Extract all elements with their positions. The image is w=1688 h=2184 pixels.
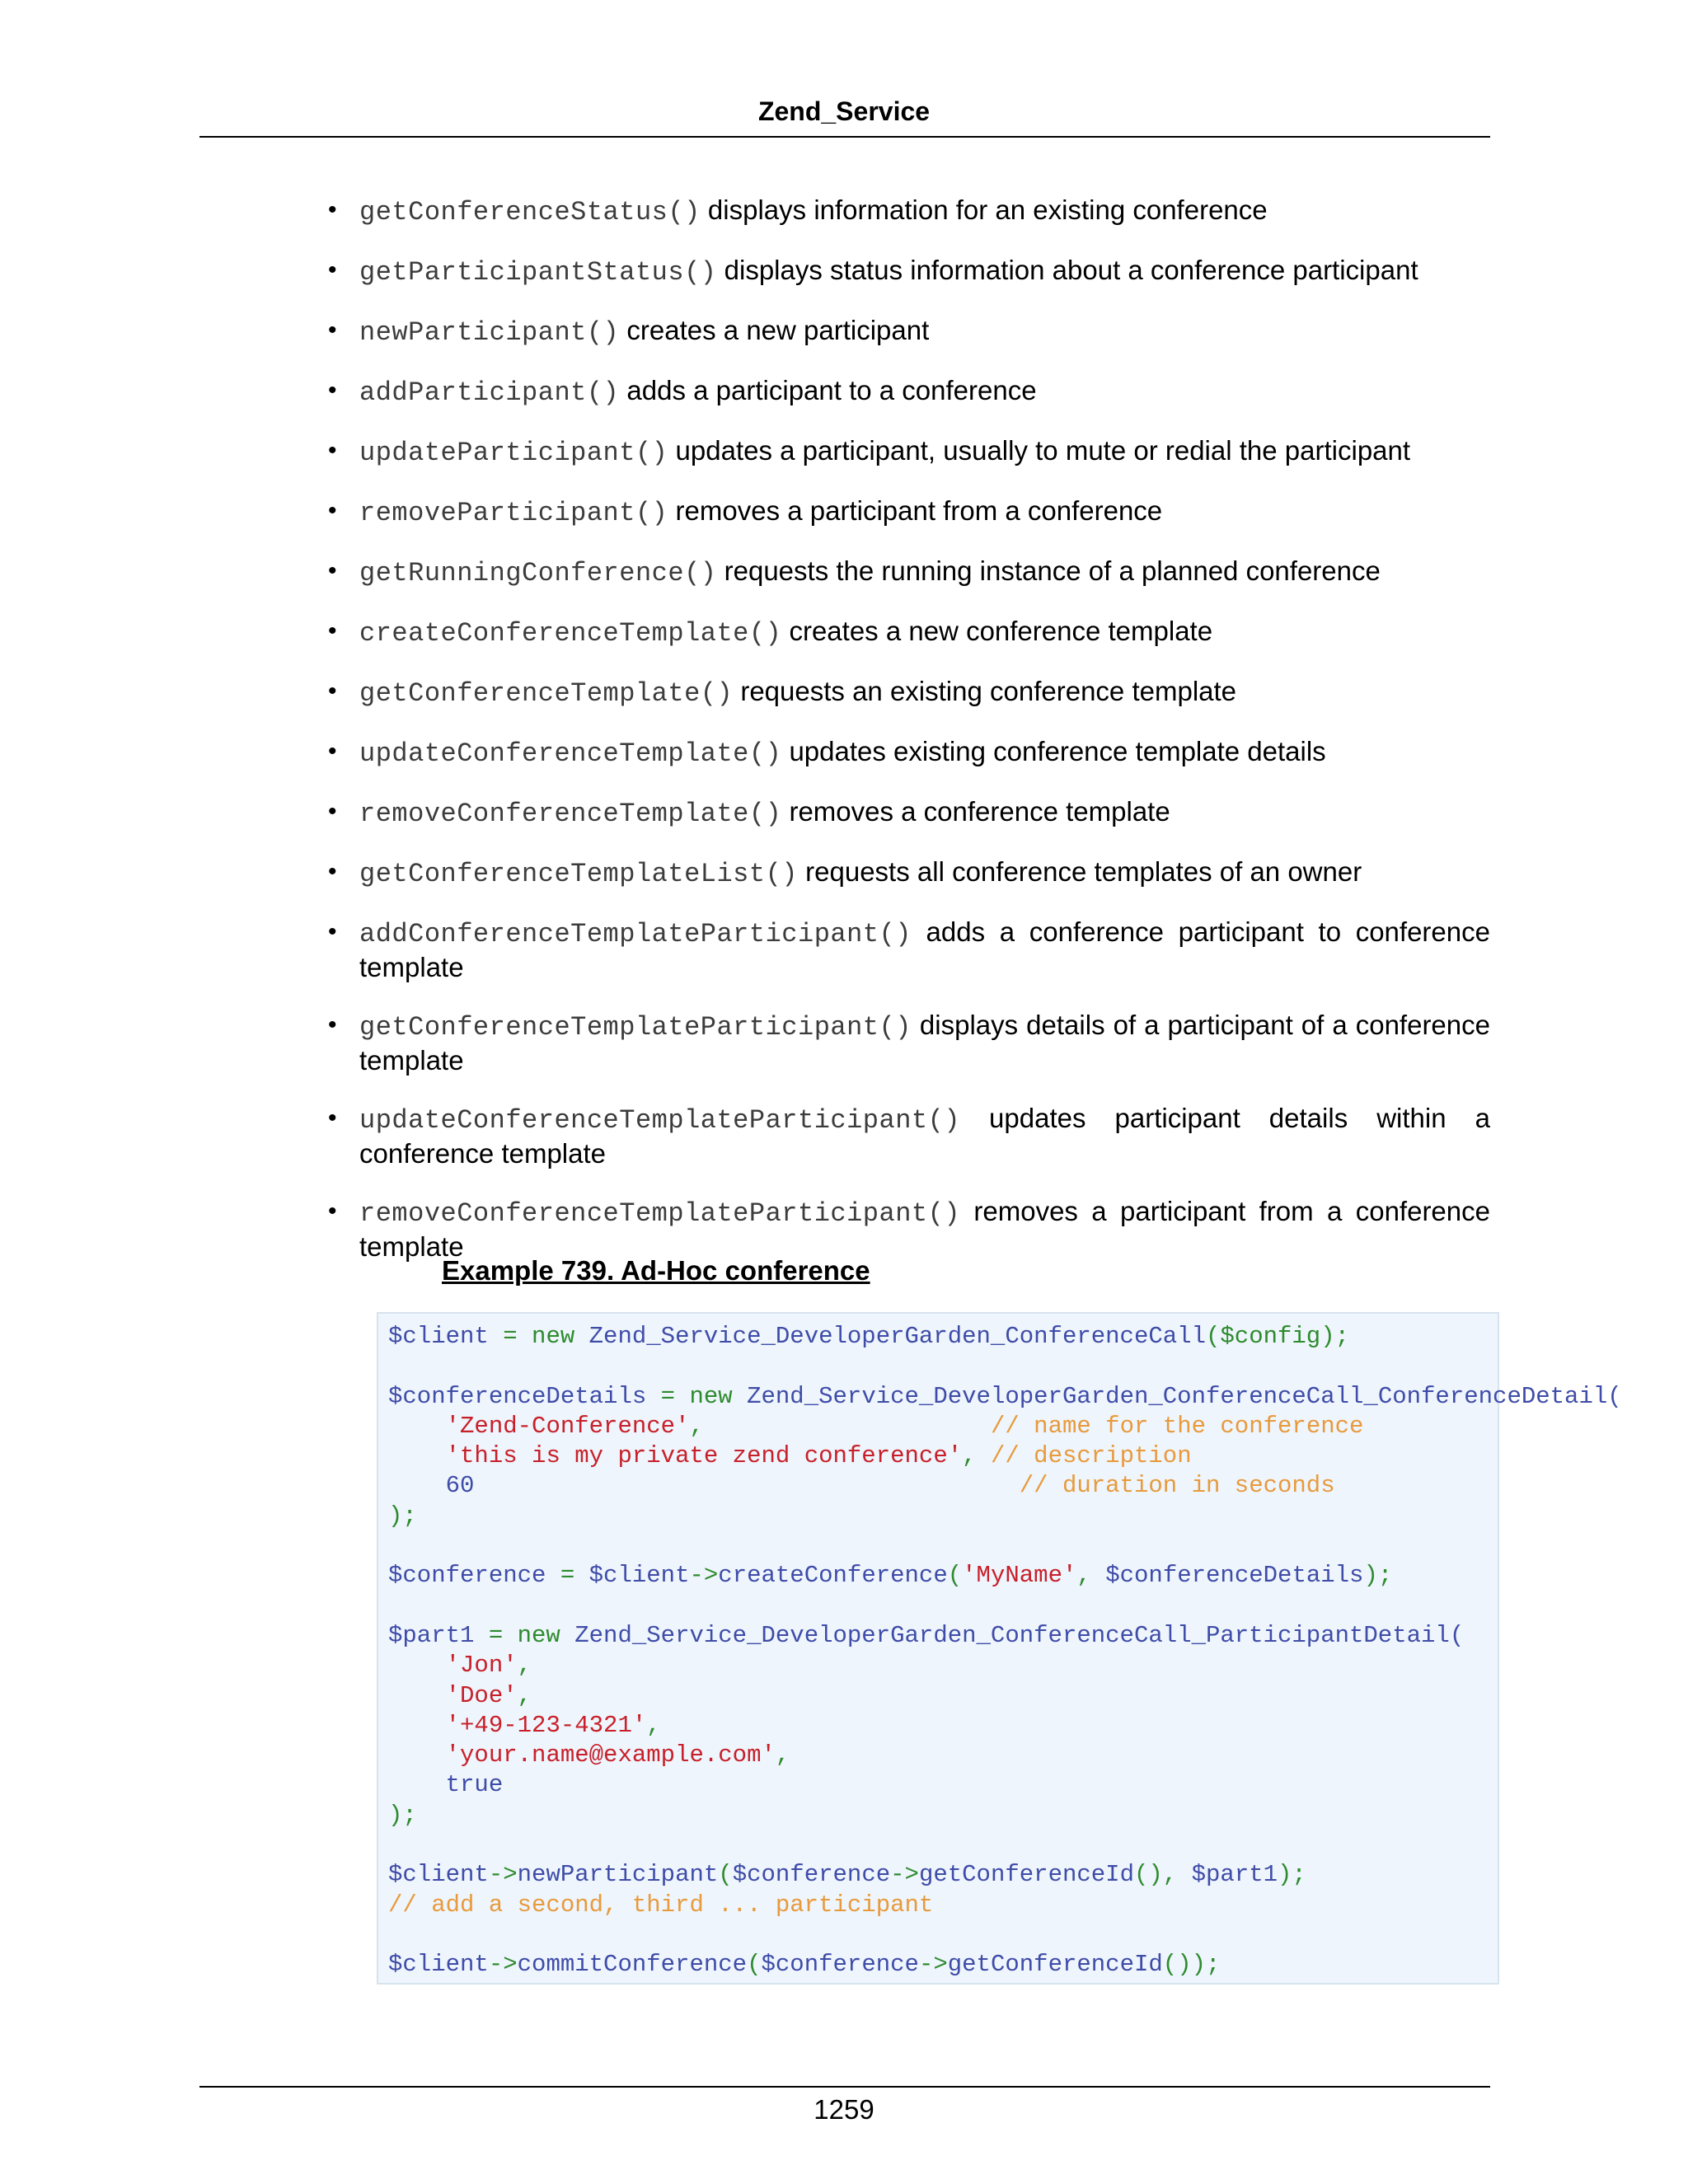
code-token: ->: [890, 1861, 919, 1889]
example-title: Example 739. Ad-Hoc conference: [442, 1255, 870, 1286]
code-token: ->: [918, 1951, 948, 1979]
code-token: $part1: [388, 1621, 475, 1649]
list-item: [328, 675, 1490, 710]
code-line: '+49-123-4321',: [445, 1711, 661, 1739]
code-block: [377, 1312, 1622, 1985]
method-name: createConferenceTemplate(): [359, 618, 782, 649]
list-item: [328, 314, 1490, 349]
method-description: displays information for an existing conference: [700, 194, 1268, 225]
code-line: [388, 1382, 1622, 1412]
method-description: adds a conference participant to conference template: [359, 916, 1490, 982]
code-line: 'Doe',: [445, 1681, 532, 1709]
code-token: 60: [445, 1472, 475, 1500]
code-line: [388, 1621, 1622, 1651]
code-token: getConferenceId: [918, 1861, 1134, 1889]
code-token: ,: [689, 1412, 991, 1440]
code-line: [388, 1322, 1589, 1352]
code-line-blank: [388, 1920, 1589, 1950]
code-token: = new: [488, 1323, 589, 1350]
code-token: ->: [689, 1562, 719, 1590]
method-description: displays status information about a conference participant: [716, 255, 1418, 285]
list-item: [328, 1102, 1490, 1170]
code-token: (: [947, 1562, 963, 1590]
code-line-blank: [388, 1591, 1589, 1621]
code-line: );: [388, 1801, 417, 1829]
list-item: [328, 555, 1490, 590]
list-item: [328, 374, 1490, 410]
code-token: true: [445, 1771, 504, 1799]
code-token: $conference: [732, 1861, 891, 1889]
code-token: =: [546, 1562, 589, 1590]
method-name: newParticipant(): [359, 317, 620, 348]
code-token: ());: [1162, 1951, 1221, 1979]
method-name: removeConferenceTemplateParticipant(): [359, 1198, 961, 1229]
method-name: getParticipantStatus(): [359, 257, 717, 288]
code-token: 'Doe': [445, 1681, 518, 1709]
code-token: $conference: [761, 1951, 919, 1979]
method-name: getConferenceTemplateParticipant(): [359, 1012, 912, 1043]
list-item: [328, 795, 1490, 831]
code-token: 'Zend-Conference': [445, 1412, 690, 1440]
code-comment: // description: [990, 1442, 1192, 1470]
code-token: = new: [474, 1621, 575, 1649]
list-item: [328, 855, 1490, 891]
code-token: $client: [388, 1951, 489, 1979]
code-comment: // duration in seconds: [1019, 1472, 1335, 1500]
code-token: Zend_Service_DeveloperGarden_ConferenceCall_ParticipantDetail(: [574, 1621, 1465, 1649]
code-token: (),: [1133, 1861, 1192, 1889]
method-description: creates a new participant: [619, 315, 930, 345]
code-token: (: [747, 1951, 762, 1979]
method-name: updateParticipant(): [359, 438, 668, 468]
method-name: addParticipant(): [359, 377, 620, 408]
list-item: [328, 194, 1490, 229]
list-item: [328, 916, 1490, 984]
code-token: '+49-123-4321': [445, 1711, 647, 1739]
code-token: ->: [488, 1861, 518, 1889]
code-token: ,: [962, 1442, 991, 1470]
code-token: getConferenceId: [947, 1951, 1163, 1979]
code-token: $client: [588, 1562, 690, 1590]
method-description: removes a participant from a conference template: [359, 1196, 1490, 1262]
list-item: [328, 1009, 1490, 1077]
code-token: ,: [1076, 1562, 1106, 1590]
code-token: [474, 1472, 1019, 1499]
code-line: [388, 1950, 1589, 1980]
code-token: $conferenceDetails: [388, 1382, 647, 1410]
method-description: updates existing conference template details: [781, 736, 1326, 766]
method-name: updateConferenceTemplate(): [359, 738, 782, 769]
method-name: updateConferenceTemplateParticipant(): [359, 1105, 961, 1136]
page-number: 1259: [814, 2094, 874, 2125]
code-line: );: [388, 1502, 417, 1530]
code-token: 'Jon': [445, 1652, 518, 1680]
list-item: [328, 1195, 1490, 1263]
code-token: );: [1363, 1562, 1393, 1590]
code-line-blank: [388, 1531, 1589, 1561]
code-token: $client: [388, 1861, 489, 1889]
code-token: ->: [488, 1951, 518, 1979]
code-token: $client: [388, 1323, 489, 1350]
method-name: addConferenceTemplateParticipant(): [359, 919, 912, 949]
list-item: [328, 615, 1490, 650]
method-list: [328, 194, 1490, 1288]
list-item: [328, 254, 1490, 289]
footer-divider: [199, 2086, 1490, 2088]
code-token: $part1: [1191, 1861, 1278, 1889]
list-item: [328, 494, 1490, 530]
method-name: removeConferenceTemplate(): [359, 799, 782, 829]
code-token: $conference: [388, 1562, 546, 1590]
code-line-blank: [388, 1830, 1589, 1860]
code-line: 'Jon',: [445, 1652, 532, 1680]
code-token: Zend_Service_DeveloperGarden_ConferenceCall_ConferenceDetail(: [747, 1382, 1622, 1410]
code-token: newParticipant: [517, 1861, 719, 1889]
header-divider: [199, 136, 1490, 138]
method-description: removes a conference template: [781, 796, 1170, 827]
method-name: getConferenceStatus(): [359, 197, 701, 227]
list-item: [328, 434, 1490, 470]
method-description: updates a participant, usually to mute or redial the participant: [668, 435, 1411, 466]
method-description: requests all conference templates of an owner: [797, 856, 1362, 887]
code-line: [388, 1412, 1589, 1441]
code-line: [388, 1860, 1589, 1890]
code-token: 'this is my private zend conference': [445, 1442, 963, 1470]
method-name: getRunningConference(): [359, 558, 717, 588]
code-listing: [388, 1322, 1622, 1980]
method-description: requests the running instance of a planned conference: [716, 555, 1381, 586]
code-token: $conferenceDetails: [1105, 1562, 1364, 1590]
method-description: adds a participant to a conference: [619, 375, 1037, 405]
code-token: createConference: [718, 1562, 948, 1590]
method-description: creates a new conference template: [781, 616, 1213, 646]
method-description: requests an existing conference template: [733, 676, 1237, 706]
code-token: ($config);: [1205, 1323, 1350, 1350]
code-token: 'MyName': [962, 1562, 1077, 1590]
code-line: [388, 1770, 1589, 1800]
code-line-blank: [388, 1352, 1589, 1381]
list-item: [328, 735, 1490, 771]
code-comment: // add a second, third ... participant: [388, 1891, 934, 1919]
code-comment: // name for the conference: [990, 1412, 1364, 1440]
code-token: = new: [646, 1382, 748, 1410]
code-token: );: [1278, 1861, 1306, 1889]
code-token: 'your.name@example.com': [445, 1741, 776, 1769]
method-name: getConferenceTemplate(): [359, 678, 734, 709]
code-line: [388, 1561, 1589, 1591]
method-name: removeParticipant(): [359, 498, 668, 528]
code-token: Zend_Service_DeveloperGarden_ConferenceCall: [588, 1323, 1206, 1350]
code-line: [388, 1441, 1589, 1471]
code-token: commitConference: [517, 1951, 748, 1979]
method-description: removes a participant from a conference: [668, 495, 1163, 526]
method-description: updates participant details within a conference template: [359, 1103, 1490, 1169]
page-header-title: Zend_Service: [757, 96, 931, 126]
code-line: [388, 1471, 1589, 1501]
code-line: 'your.name@example.com',: [445, 1741, 790, 1769]
code-token: (: [718, 1861, 733, 1889]
method-description: displays details of a participant of a conference template: [359, 1010, 1490, 1076]
method-name: getConferenceTemplateList(): [359, 859, 798, 889]
